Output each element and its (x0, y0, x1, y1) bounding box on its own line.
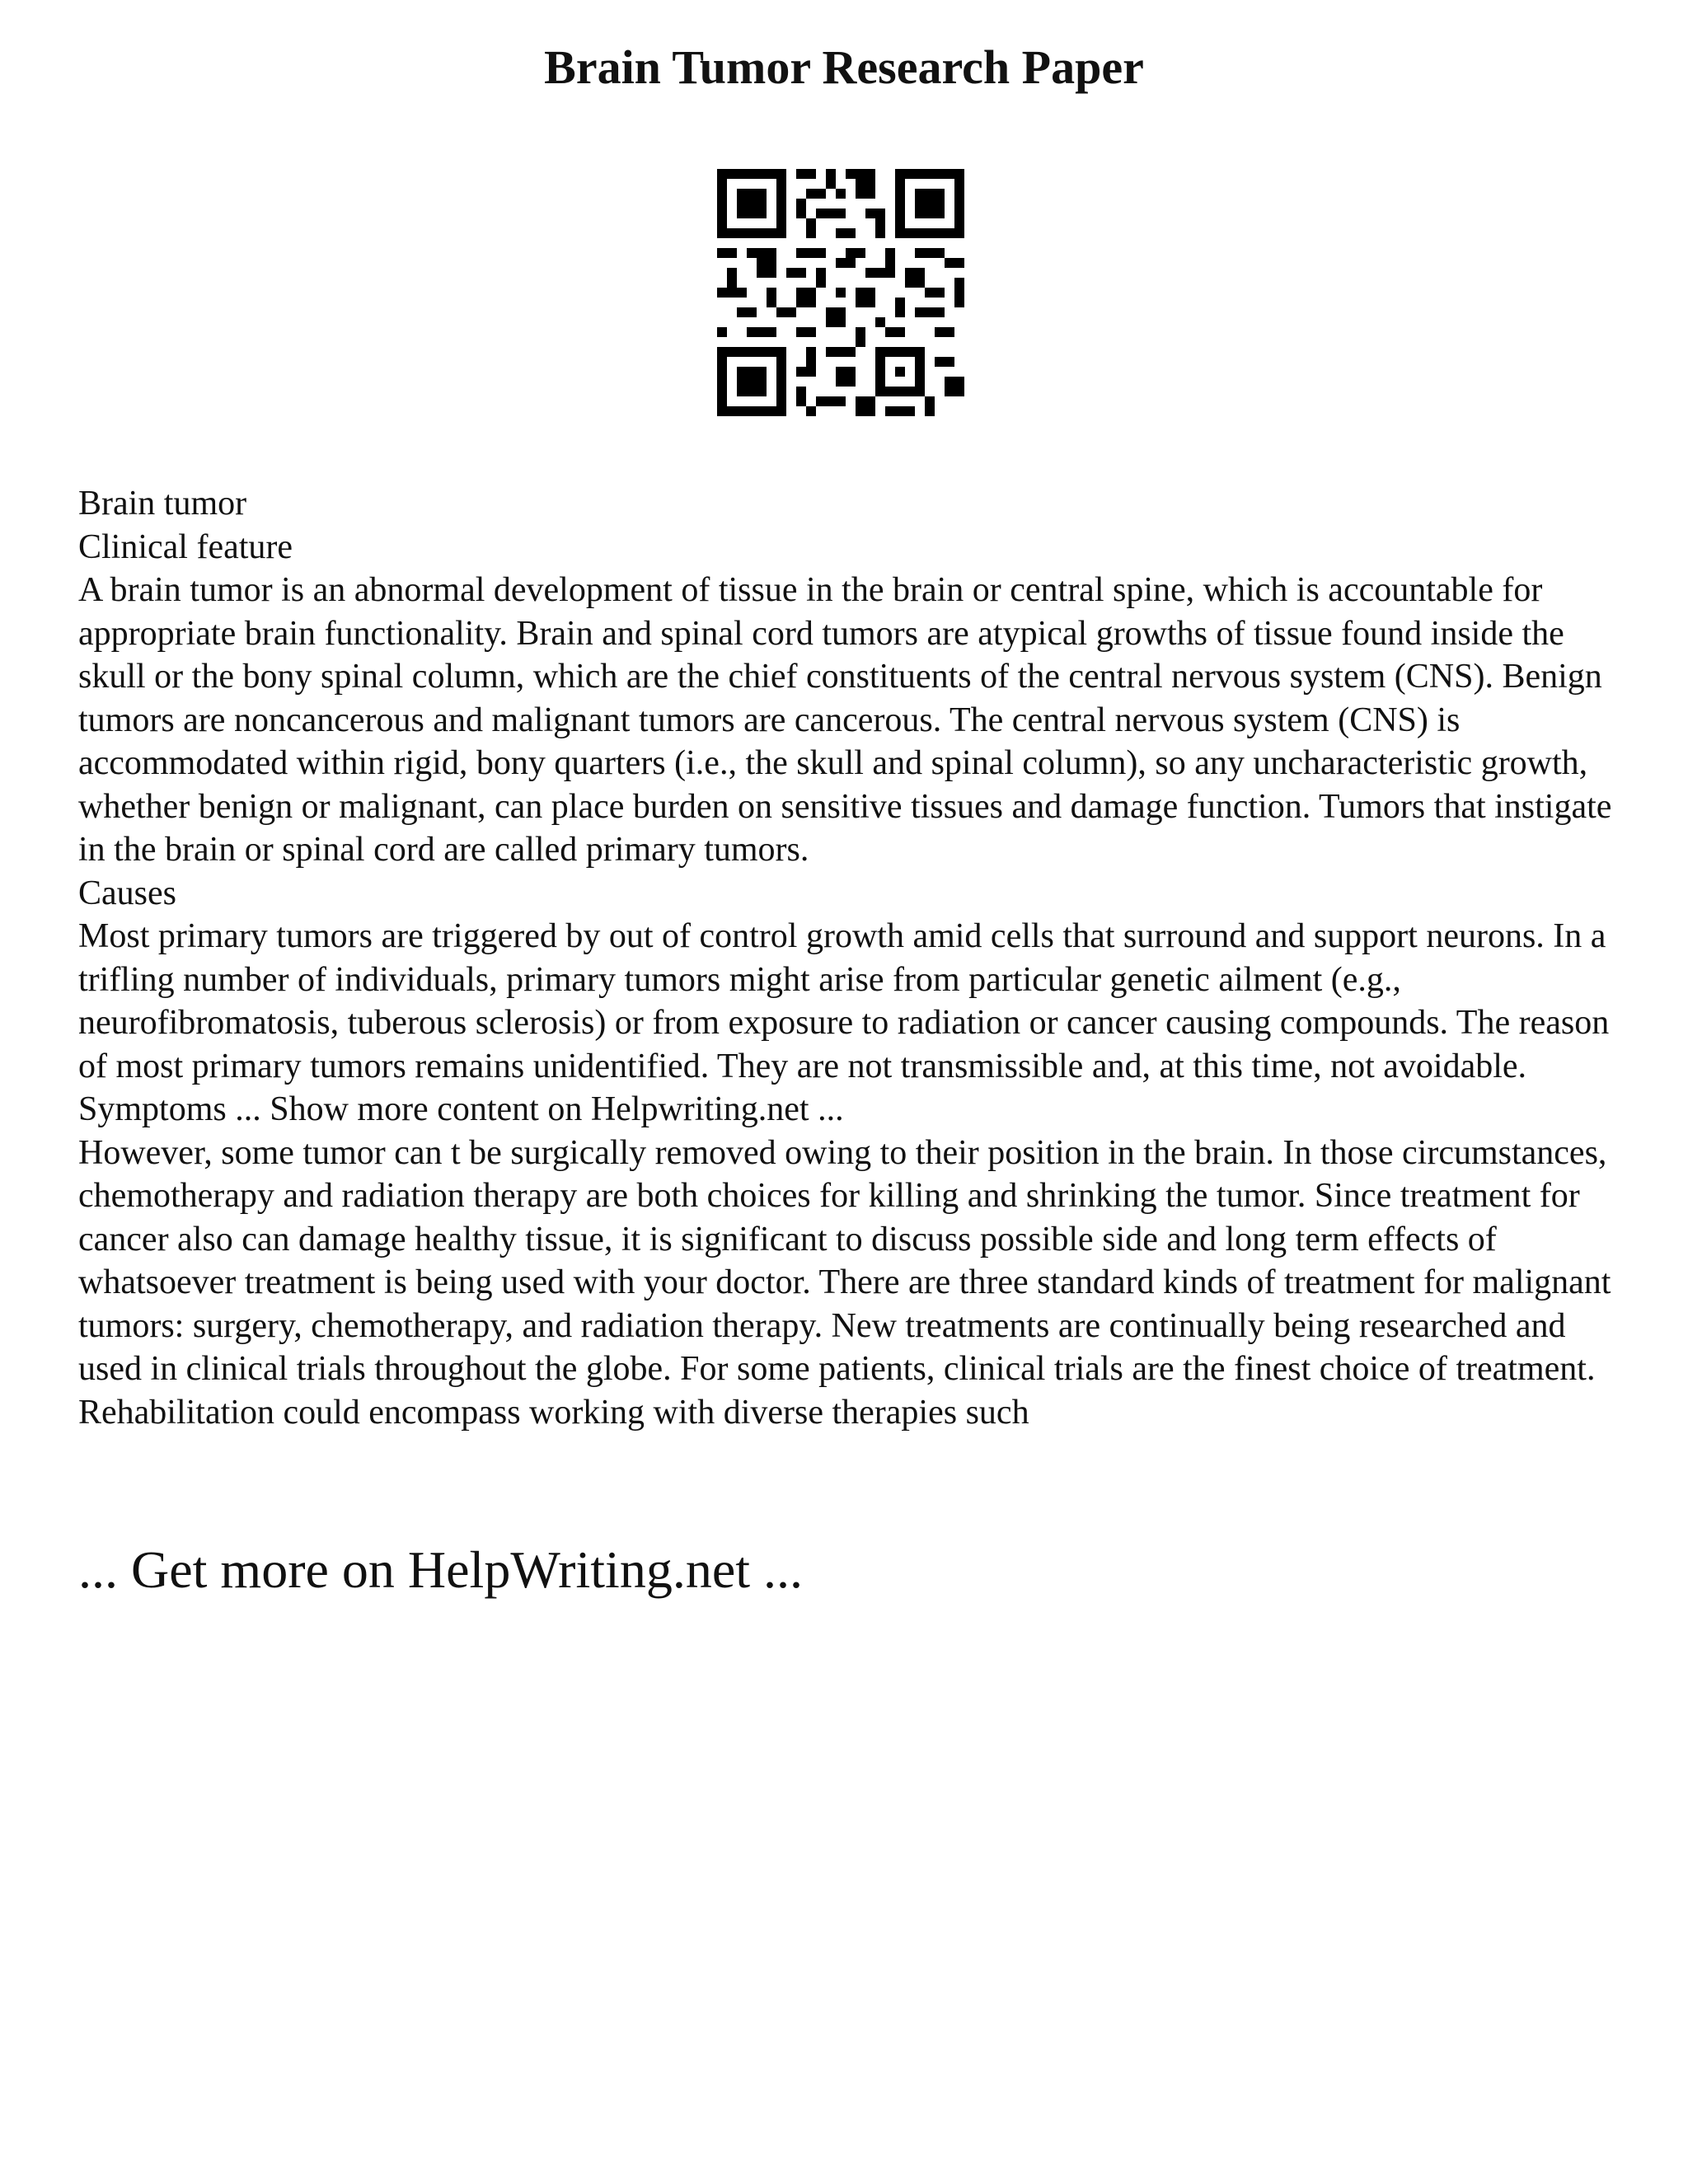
paragraph-treatment: However, some tumor can t be surgically removed owing to their position in the brain. In those circumstances, chemotherapy and radiation therapy are both choices for killing and shrinking the tumor. Since treatment for cancer also can damage healthy tissue, it is significant to discuss possible side and long term effects of whatsoever treatment is being used with your doctor. There are three standard kinds of treatment for malignant tumors: surgery, chemotherapy, and radiation therapy. New treatments are continually being researched and used in clinical trials throughout the globe. For some patients, clinical trials are the finest choice of treatment. Rehabilitation could encompass working with diverse therapies such (78, 1133, 1611, 1432)
qr-code-graphic (717, 169, 964, 416)
section-heading-clinical-feature: Clinical feature (78, 527, 293, 566)
paragraph-causes: Most primary tumors are triggered by out of control growth amid cells that surround and support neurons. In a trifling number of individuals, primary tumors might arise from particular genetic ailment (e.g., neurofibromatosis, tuberous sclerosis) or from exposure to radiation or cancer causing compounds. The reason of most primary tumors remains unidentified. They are not transmissible and, at this time, not avoidable. (78, 917, 1610, 1085)
symptoms-show-more-link[interactable]: Symptoms ... Show more content on Helpwriting.net ... (78, 1090, 844, 1128)
paragraph-clinical-feature: A brain tumor is an abnormal development of tissue in the brain or central spine, which is accountable for appropriate brain functionality. Brain and spinal cord tumors are atypical growths of tissue found inside the skull or the bony spinal column, which are the chief constituents of the central nervous system (CNS). Benign tumors are noncancerous and malignant tumors are cancerous. The central nervous system (CNS) is accommodated within rigid, bony quarters (i.e., the skull and spinal column), so any uncharacteristic growth, whether benign or malignant, can place burden on sensitive tissues and damage function. Tumors that instigate in the brain or spinal cord are called primary tumors. (78, 571, 1612, 869)
section-heading-causes: Causes (78, 874, 176, 912)
section-heading-brain-tumor: Brain tumor (78, 485, 247, 523)
article-body (78, 482, 1628, 1434)
get-more-link[interactable]: ... Get more on HelpWriting.net ... (78, 1540, 803, 1599)
page-title: Brain Tumor Research Paper (544, 40, 1144, 94)
qr-code-icon (717, 169, 964, 416)
